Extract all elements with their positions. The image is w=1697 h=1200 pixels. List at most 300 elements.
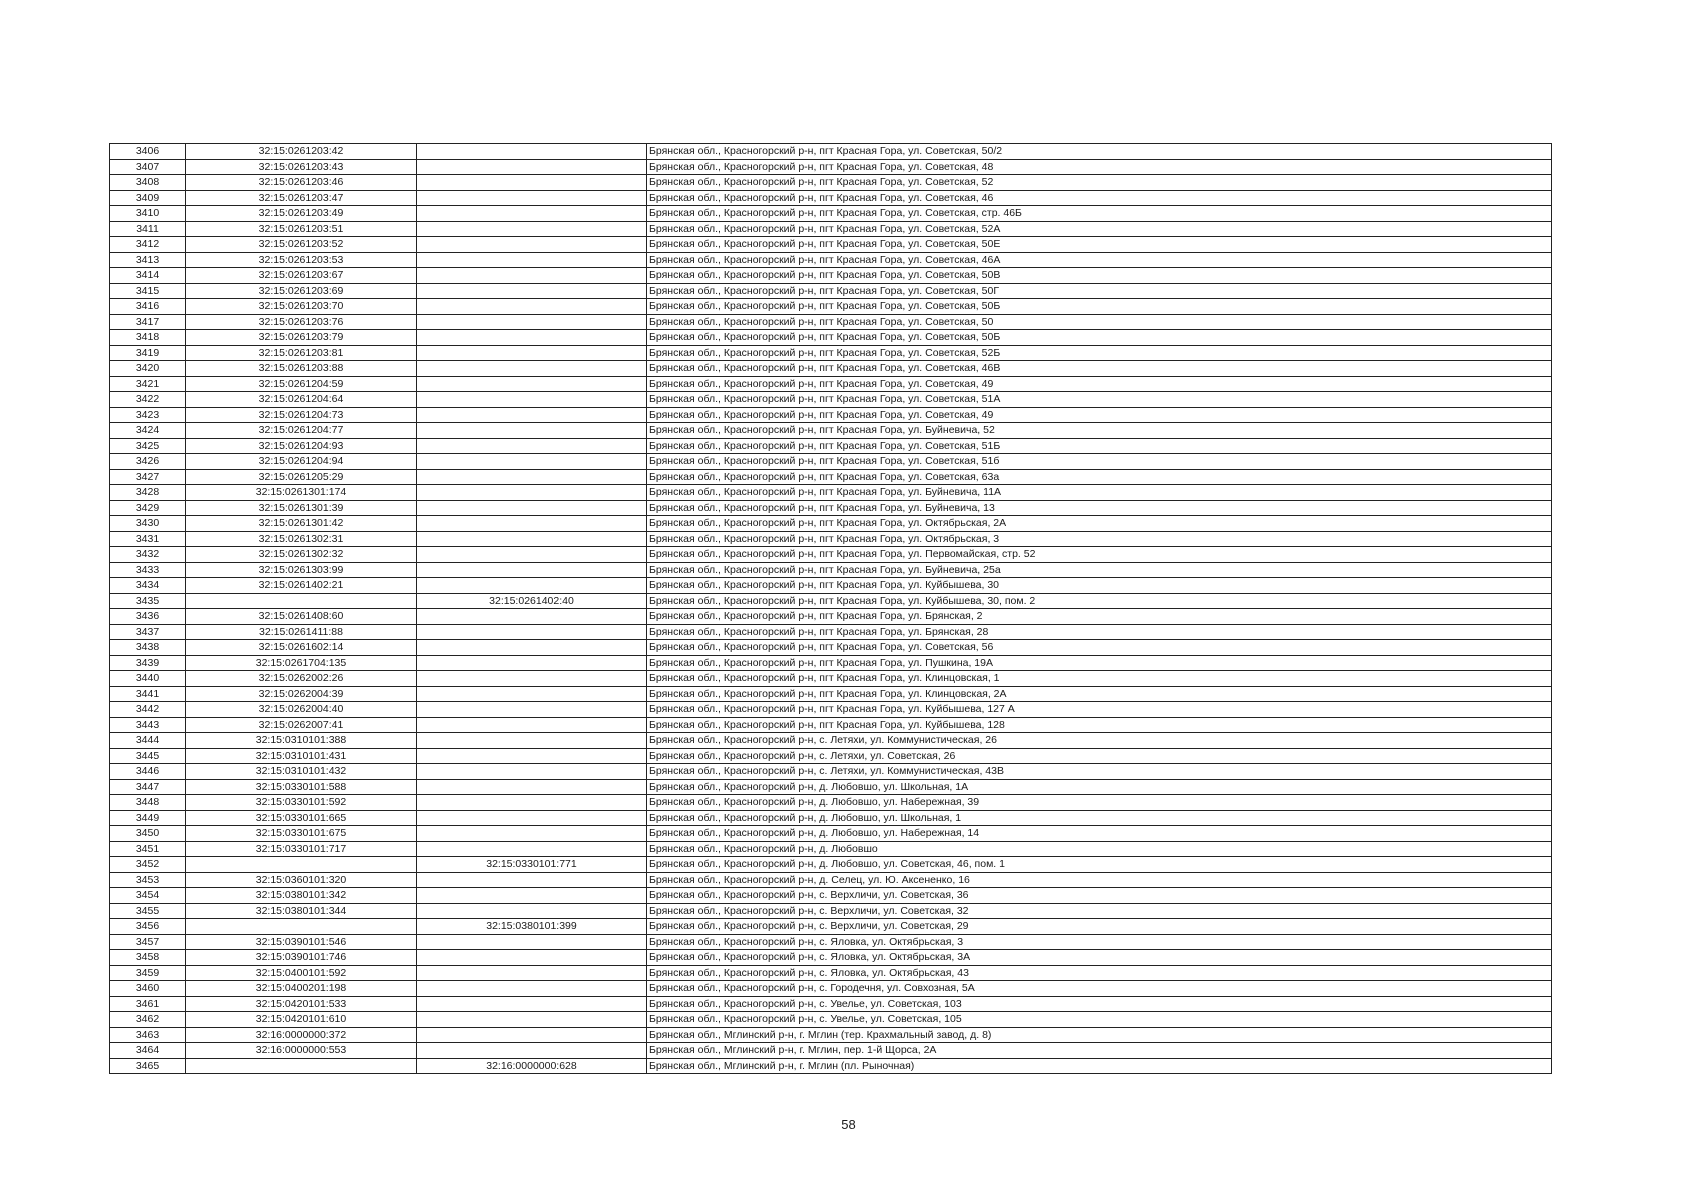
row-number-cell: 3433 xyxy=(110,562,186,578)
cadastral-number-cell: 32:15:0310101:432 xyxy=(186,764,417,780)
table-row xyxy=(110,779,1552,795)
address-cell: Брянская обл., Красногорский р-н, пгт Красная Гора, ул. Советская, стр. 46Б xyxy=(647,206,1552,222)
row-number-cell: 3428 xyxy=(110,485,186,501)
premises-cadastral-number-cell xyxy=(417,1027,647,1043)
premises-cadastral-number-cell xyxy=(417,934,647,950)
cadastral-number-cell: 32:15:0261204:73 xyxy=(186,407,417,423)
table-row xyxy=(110,159,1552,175)
address-cell: Брянская обл., Красногорский р-н, д. Любовшо, ул. Набережная, 39 xyxy=(647,795,1552,811)
premises-cadastral-number-cell xyxy=(417,175,647,191)
cadastral-number-cell: 32:15:0310101:431 xyxy=(186,748,417,764)
table-row xyxy=(110,407,1552,423)
address-cell: Брянская обл., Красногорский р-н, пгт Красная Гора, ул. Клинцовская, 1 xyxy=(647,671,1552,687)
cadastral-number-cell: 32:15:0330101:717 xyxy=(186,841,417,857)
row-number-cell: 3427 xyxy=(110,469,186,485)
table-row xyxy=(110,934,1552,950)
row-number-cell: 3437 xyxy=(110,624,186,640)
address-cell: Брянская обл., Красногорский р-н, с. Яловка, ул. Октябрьская, 3 xyxy=(647,934,1552,950)
address-cell: Брянская обл., Красногорский р-н, пгт Красная Гора, ул. Советская, 50Г xyxy=(647,283,1552,299)
premises-cadastral-number-cell xyxy=(417,159,647,175)
premises-cadastral-number-cell xyxy=(417,516,647,532)
address-cell: Брянская обл., Красногорский р-н, пгт Красная Гора, ул. Советская, 56 xyxy=(647,640,1552,656)
row-number-cell: 3420 xyxy=(110,361,186,377)
address-cell: Брянская обл., Красногорский р-н, пгт Красная Гора, ул. Буйневича, 11А xyxy=(647,485,1552,501)
cadastral-number-cell: 32:15:0261704:135 xyxy=(186,655,417,671)
table-row xyxy=(110,578,1552,594)
row-number-cell: 3426 xyxy=(110,454,186,470)
cadastral-number-cell: 32:15:0261408:60 xyxy=(186,609,417,625)
premises-cadastral-number-cell xyxy=(417,609,647,625)
table-row xyxy=(110,1012,1552,1028)
address-cell: Брянская обл., Красногорский р-н, д. Любовшо, ул. Набережная, 14 xyxy=(647,826,1552,842)
premises-cadastral-number-cell xyxy=(417,748,647,764)
address-cell: Брянская обл., Красногорский р-н, д. Любовшо, ул. Школьная, 1 xyxy=(647,810,1552,826)
cadastral-number-cell: 32:15:0261203:67 xyxy=(186,268,417,284)
row-number-cell: 3455 xyxy=(110,903,186,919)
table-row xyxy=(110,376,1552,392)
cadastral-number-cell: 32:15:0420101:610 xyxy=(186,1012,417,1028)
table-row xyxy=(110,221,1552,237)
premises-cadastral-number-cell xyxy=(417,314,647,330)
table-row xyxy=(110,252,1552,268)
cadastral-number-cell: 32:15:0261302:31 xyxy=(186,531,417,547)
row-number-cell: 3432 xyxy=(110,547,186,563)
row-number-cell: 3446 xyxy=(110,764,186,780)
cadastral-number-cell: 32:15:0261204:77 xyxy=(186,423,417,439)
premises-cadastral-number-cell xyxy=(417,981,647,997)
table-row xyxy=(110,206,1552,222)
cadastral-number-cell: 32:15:0262007:41 xyxy=(186,717,417,733)
row-number-cell: 3456 xyxy=(110,919,186,935)
table-row xyxy=(110,671,1552,687)
address-cell: Брянская обл., Красногорский р-н, пгт Красная Гора, ул. Куйбышева, 128 xyxy=(647,717,1552,733)
table-row xyxy=(110,1027,1552,1043)
row-number-cell: 3452 xyxy=(110,857,186,873)
address-cell: Брянская обл., Красногорский р-н, пгт Красная Гора, ул. Октябрьская, 3 xyxy=(647,531,1552,547)
address-cell: Брянская обл., Красногорский р-н, пгт Красная Гора, ул. Куйбышева, 127 А xyxy=(647,702,1552,718)
cadastral-number-cell: 32:15:0261204:59 xyxy=(186,376,417,392)
table-row xyxy=(110,361,1552,377)
premises-cadastral-number-cell xyxy=(417,624,647,640)
premises-cadastral-number-cell xyxy=(417,562,647,578)
premises-cadastral-number-cell xyxy=(417,764,647,780)
registry-table-body xyxy=(110,144,1552,1074)
row-number-cell: 3418 xyxy=(110,330,186,346)
table-row xyxy=(110,841,1552,857)
premises-cadastral-number-cell xyxy=(417,423,647,439)
address-cell: Брянская обл., Мглинский р-н, г. Мглин, пер. 1-й Щорса, 2А xyxy=(647,1043,1552,1059)
address-cell: Брянская обл., Красногорский р-н, пгт Красная Гора, ул. Клинцовская, 2А xyxy=(647,686,1552,702)
row-number-cell: 3406 xyxy=(110,144,186,160)
row-number-cell: 3442 xyxy=(110,702,186,718)
table-row xyxy=(110,345,1552,361)
address-cell: Брянская обл., Красногорский р-н, д. Любовшо, ул. Советская, 46, пом. 1 xyxy=(647,857,1552,873)
premises-cadastral-number-cell xyxy=(417,826,647,842)
row-number-cell: 3461 xyxy=(110,996,186,1012)
premises-cadastral-number-cell xyxy=(417,190,647,206)
premises-cadastral-number-cell xyxy=(417,1043,647,1059)
row-number-cell: 3463 xyxy=(110,1027,186,1043)
cadastral-number-cell: 32:15:0261205:29 xyxy=(186,469,417,485)
address-cell: Брянская обл., Красногорский р-н, пгт Красная Гора, ул. Октябрьская, 2А xyxy=(647,516,1552,532)
row-number-cell: 3443 xyxy=(110,717,186,733)
table-row xyxy=(110,423,1552,439)
row-number-cell: 3460 xyxy=(110,981,186,997)
row-number-cell: 3454 xyxy=(110,888,186,904)
cadastral-number-cell xyxy=(186,857,417,873)
address-cell: Брянская обл., Красногорский р-н, с. Верхличи, ул. Советская, 32 xyxy=(647,903,1552,919)
table-row xyxy=(110,609,1552,625)
row-number-cell: 3458 xyxy=(110,950,186,966)
table-row xyxy=(110,826,1552,842)
row-number-cell: 3453 xyxy=(110,872,186,888)
premises-cadastral-number-cell: 32:15:0330101:771 xyxy=(417,857,647,873)
premises-cadastral-number-cell xyxy=(417,237,647,253)
page-number: 58 xyxy=(841,1117,856,1132)
address-cell: Брянская обл., Красногорский р-н, пгт Красная Гора, ул. Пушкина, 19А xyxy=(647,655,1552,671)
cadastral-number-cell: 32:15:0261203:51 xyxy=(186,221,417,237)
row-number-cell: 3416 xyxy=(110,299,186,315)
row-number-cell: 3444 xyxy=(110,733,186,749)
premises-cadastral-number-cell xyxy=(417,717,647,733)
table-row xyxy=(110,299,1552,315)
cadastral-number-cell: 32:15:0261203:88 xyxy=(186,361,417,377)
premises-cadastral-number-cell xyxy=(417,810,647,826)
table-row xyxy=(110,1058,1552,1074)
premises-cadastral-number-cell xyxy=(417,872,647,888)
premises-cadastral-number-cell xyxy=(417,221,647,237)
address-cell: Брянская обл., Красногорский р-н, с. Увелье, ул. Советская, 103 xyxy=(647,996,1552,1012)
row-number-cell: 3430 xyxy=(110,516,186,532)
cadastral-number-cell: 32:15:0360101:320 xyxy=(186,872,417,888)
table-row xyxy=(110,903,1552,919)
address-cell: Брянская обл., Красногорский р-н, с. Яловка, ул. Октябрьская, 43 xyxy=(647,965,1552,981)
cadastral-number-cell: 32:15:0261602:14 xyxy=(186,640,417,656)
cadastral-number-cell: 32:15:0261402:21 xyxy=(186,578,417,594)
address-cell: Брянская обл., Красногорский р-н, пгт Красная Гора, ул. Советская, 52 xyxy=(647,175,1552,191)
row-number-cell: 3459 xyxy=(110,965,186,981)
row-number-cell: 3434 xyxy=(110,578,186,594)
row-number-cell: 3449 xyxy=(110,810,186,826)
table-row xyxy=(110,314,1552,330)
premises-cadastral-number-cell xyxy=(417,686,647,702)
table-row xyxy=(110,190,1552,206)
table-row xyxy=(110,485,1552,501)
cadastral-number-cell xyxy=(186,919,417,935)
premises-cadastral-number-cell xyxy=(417,454,647,470)
row-number-cell: 3412 xyxy=(110,237,186,253)
premises-cadastral-number-cell xyxy=(417,392,647,408)
address-cell: Брянская обл., Красногорский р-н, с. Верхличи, ул. Советская, 36 xyxy=(647,888,1552,904)
cadastral-number-cell: 32:15:0261203:53 xyxy=(186,252,417,268)
premises-cadastral-number-cell xyxy=(417,733,647,749)
premises-cadastral-number-cell xyxy=(417,345,647,361)
cadastral-number-cell: 32:15:0400201:198 xyxy=(186,981,417,997)
cadastral-number-cell: 32:15:0262002:26 xyxy=(186,671,417,687)
row-number-cell: 3417 xyxy=(110,314,186,330)
cadastral-number-cell: 32:15:0400101:592 xyxy=(186,965,417,981)
row-number-cell: 3424 xyxy=(110,423,186,439)
premises-cadastral-number-cell xyxy=(417,206,647,222)
table-row xyxy=(110,531,1552,547)
row-number-cell: 3450 xyxy=(110,826,186,842)
row-number-cell: 3462 xyxy=(110,1012,186,1028)
address-cell: Брянская обл., Красногорский р-н, д. Любовшо xyxy=(647,841,1552,857)
cadastral-number-cell: 32:15:0330101:665 xyxy=(186,810,417,826)
table-row xyxy=(110,144,1552,160)
row-number-cell: 3438 xyxy=(110,640,186,656)
premises-cadastral-number-cell xyxy=(417,795,647,811)
premises-cadastral-number-cell xyxy=(417,578,647,594)
cadastral-number-cell: 32:15:0261203:49 xyxy=(186,206,417,222)
address-cell: Брянская обл., Красногорский р-н, пгт Красная Гора, ул. Куйбышева, 30 xyxy=(647,578,1552,594)
premises-cadastral-number-cell xyxy=(417,888,647,904)
cadastral-number-cell: 32:15:0261203:47 xyxy=(186,190,417,206)
cadastral-number-cell xyxy=(186,593,417,609)
table-row xyxy=(110,469,1552,485)
cadastral-number-cell: 32:15:0310101:388 xyxy=(186,733,417,749)
table-row xyxy=(110,175,1552,191)
address-cell: Брянская обл., Красногорский р-н, пгт Красная Гора, ул. Советская, 46В xyxy=(647,361,1552,377)
table-row xyxy=(110,655,1552,671)
premises-cadastral-number-cell xyxy=(417,330,647,346)
cadastral-number-cell xyxy=(186,1058,417,1074)
registry-table xyxy=(109,143,1552,1074)
table-row xyxy=(110,330,1552,346)
address-cell: Брянская обл., Красногорский р-н, пгт Красная Гора, ул. Советская, 50/2 xyxy=(647,144,1552,160)
table-row xyxy=(110,996,1552,1012)
cadastral-number-cell: 32:15:0262004:40 xyxy=(186,702,417,718)
cadastral-number-cell: 32:15:0261301:39 xyxy=(186,500,417,516)
address-cell: Брянская обл., Красногорский р-н, пгт Красная Гора, ул. Советская, 50 xyxy=(647,314,1552,330)
address-cell: Брянская обл., Красногорский р-н, д. Любовшо, ул. Школьная, 1А xyxy=(647,779,1552,795)
table-row xyxy=(110,764,1552,780)
row-number-cell: 3435 xyxy=(110,593,186,609)
cadastral-number-cell: 32:16:0000000:372 xyxy=(186,1027,417,1043)
row-number-cell: 3415 xyxy=(110,283,186,299)
premises-cadastral-number-cell xyxy=(417,144,647,160)
address-cell: Брянская обл., Красногорский р-н, с. Летяхи, ул. Коммунистическая, 43В xyxy=(647,764,1552,780)
table-row xyxy=(110,981,1552,997)
address-cell: Брянская обл., Красногорский р-н, с. Верхличи, ул. Советская, 29 xyxy=(647,919,1552,935)
table-row xyxy=(110,919,1552,935)
cadastral-number-cell: 32:15:0261203:79 xyxy=(186,330,417,346)
premises-cadastral-number-cell xyxy=(417,361,647,377)
cadastral-number-cell: 32:15:0380101:342 xyxy=(186,888,417,904)
address-cell: Брянская обл., Красногорский р-н, пгт Красная Гора, ул. Брянская, 2 xyxy=(647,609,1552,625)
cadastral-number-cell: 32:15:0380101:344 xyxy=(186,903,417,919)
premises-cadastral-number-cell xyxy=(417,252,647,268)
premises-cadastral-number-cell xyxy=(417,1012,647,1028)
row-number-cell: 3414 xyxy=(110,268,186,284)
premises-cadastral-number-cell xyxy=(417,438,647,454)
address-cell: Брянская обл., Красногорский р-н, пгт Красная Гора, ул. Буйневича, 52 xyxy=(647,423,1552,439)
address-cell: Брянская обл., Мглинский р-н, г. Мглин (тер. Крахмальный завод, д. 8) xyxy=(647,1027,1552,1043)
premises-cadastral-number-cell xyxy=(417,965,647,981)
address-cell: Брянская обл., Красногорский р-н, пгт Красная Гора, ул. Советская, 46А xyxy=(647,252,1552,268)
premises-cadastral-number-cell xyxy=(417,469,647,485)
address-cell: Брянская обл., Красногорский р-н, д. Селец, ул. Ю. Аксененко, 16 xyxy=(647,872,1552,888)
premises-cadastral-number-cell xyxy=(417,500,647,516)
table-row xyxy=(110,1043,1552,1059)
premises-cadastral-number-cell: 32:15:0261402:40 xyxy=(417,593,647,609)
row-number-cell: 3422 xyxy=(110,392,186,408)
row-number-cell: 3464 xyxy=(110,1043,186,1059)
row-number-cell: 3448 xyxy=(110,795,186,811)
cadastral-number-cell: 32:15:0261203:42 xyxy=(186,144,417,160)
premises-cadastral-number-cell xyxy=(417,531,647,547)
table-row xyxy=(110,593,1552,609)
cadastral-number-cell: 32:15:0261203:81 xyxy=(186,345,417,361)
premises-cadastral-number-cell xyxy=(417,903,647,919)
row-number-cell: 3457 xyxy=(110,934,186,950)
row-number-cell: 3407 xyxy=(110,159,186,175)
address-cell: Брянская обл., Красногорский р-н, пгт Красная Гора, ул. Советская, 52А xyxy=(647,221,1552,237)
table-row xyxy=(110,268,1552,284)
row-number-cell: 3440 xyxy=(110,671,186,687)
row-number-cell: 3429 xyxy=(110,500,186,516)
cadastral-number-cell: 32:15:0261411:88 xyxy=(186,624,417,640)
address-cell: Брянская обл., Красногорский р-н, пгт Красная Гора, ул. Советская, 49 xyxy=(647,376,1552,392)
row-number-cell: 3421 xyxy=(110,376,186,392)
cadastral-number-cell: 32:15:0420101:533 xyxy=(186,996,417,1012)
table-row xyxy=(110,237,1552,253)
address-cell: Брянская обл., Красногорский р-н, пгт Красная Гора, ул. Советская, 50Б xyxy=(647,330,1552,346)
premises-cadastral-number-cell xyxy=(417,950,647,966)
address-cell: Брянская обл., Красногорский р-н, пгт Красная Гора, ул. Советская, 50В xyxy=(647,268,1552,284)
table-row xyxy=(110,702,1552,718)
table-row xyxy=(110,686,1552,702)
row-number-cell: 3423 xyxy=(110,407,186,423)
cadastral-number-cell: 32:15:0262004:39 xyxy=(186,686,417,702)
cadastral-number-cell: 32:15:0330101:675 xyxy=(186,826,417,842)
table-row xyxy=(110,438,1552,454)
premises-cadastral-number-cell: 32:15:0380101:399 xyxy=(417,919,647,935)
premises-cadastral-number-cell xyxy=(417,547,647,563)
row-number-cell: 3431 xyxy=(110,531,186,547)
row-number-cell: 3451 xyxy=(110,841,186,857)
row-number-cell: 3413 xyxy=(110,252,186,268)
premises-cadastral-number-cell xyxy=(417,671,647,687)
address-cell: Брянская обл., Красногорский р-н, пгт Красная Гора, ул. Советская, 51Б xyxy=(647,438,1552,454)
premises-cadastral-number-cell xyxy=(417,640,647,656)
table-row xyxy=(110,733,1552,749)
row-number-cell: 3409 xyxy=(110,190,186,206)
address-cell: Брянская обл., Красногорский р-н, с. Яловка, ул. Октябрьская, 3А xyxy=(647,950,1552,966)
address-cell: Брянская обл., Красногорский р-н, пгт Красная Гора, ул. Куйбышева, 30, пом. 2 xyxy=(647,593,1552,609)
premises-cadastral-number-cell xyxy=(417,841,647,857)
cadastral-number-cell: 32:15:0390101:546 xyxy=(186,934,417,950)
table-row xyxy=(110,748,1552,764)
table-row xyxy=(110,392,1552,408)
premises-cadastral-number-cell xyxy=(417,268,647,284)
address-cell: Брянская обл., Красногорский р-н, пгт Красная Гора, ул. Советская, 50Е xyxy=(647,237,1552,253)
premises-cadastral-number-cell xyxy=(417,299,647,315)
cadastral-number-cell: 32:15:0261203:52 xyxy=(186,237,417,253)
table-row xyxy=(110,857,1552,873)
cadastral-number-cell: 32:15:0261204:64 xyxy=(186,392,417,408)
address-cell: Брянская обл., Красногорский р-н, пгт Красная Гора, ул. Советская, 63а xyxy=(647,469,1552,485)
address-cell: Брянская обл., Красногорский р-н, пгт Красная Гора, ул. Советская, 46 xyxy=(647,190,1552,206)
table-row xyxy=(110,547,1552,563)
premises-cadastral-number-cell xyxy=(417,702,647,718)
cadastral-number-cell: 32:15:0261302:32 xyxy=(186,547,417,563)
row-number-cell: 3411 xyxy=(110,221,186,237)
cadastral-number-cell: 32:15:0261203:43 xyxy=(186,159,417,175)
table-row xyxy=(110,965,1552,981)
table-row xyxy=(110,640,1552,656)
address-cell: Брянская обл., Мглинский р-н, г. Мглин (пл. Рыночная) xyxy=(647,1058,1552,1074)
address-cell: Брянская обл., Красногорский р-н, с. Летяхи, ул. Коммунистическая, 26 xyxy=(647,733,1552,749)
table-row xyxy=(110,454,1552,470)
address-cell: Брянская обл., Красногорский р-н, с. Летяхи, ул. Советская, 26 xyxy=(647,748,1552,764)
address-cell: Брянская обл., Красногорский р-н, пгт Красная Гора, ул. Советская, 49 xyxy=(647,407,1552,423)
premises-cadastral-number-cell xyxy=(417,376,647,392)
row-number-cell: 3439 xyxy=(110,655,186,671)
cadastral-number-cell: 32:15:0261203:69 xyxy=(186,283,417,299)
address-cell: Брянская обл., Красногорский р-н, пгт Красная Гора, ул. Советская, 51А xyxy=(647,392,1552,408)
premises-cadastral-number-cell xyxy=(417,996,647,1012)
premises-cadastral-number-cell: 32:16:0000000:628 xyxy=(417,1058,647,1074)
row-number-cell: 3419 xyxy=(110,345,186,361)
row-number-cell: 3465 xyxy=(110,1058,186,1074)
address-cell: Брянская обл., Красногорский р-н, с. Городечня, ул. Совхозная, 5А xyxy=(647,981,1552,997)
address-cell: Брянская обл., Красногорский р-н, пгт Красная Гора, ул. Советская, 48 xyxy=(647,159,1552,175)
table-row xyxy=(110,283,1552,299)
premises-cadastral-number-cell xyxy=(417,485,647,501)
address-cell: Брянская обл., Красногорский р-н, пгт Красная Гора, ул. Первомайская, стр. 52 xyxy=(647,547,1552,563)
cadastral-number-cell: 32:15:0261204:94 xyxy=(186,454,417,470)
table-row xyxy=(110,500,1552,516)
address-cell: Брянская обл., Красногорский р-н, пгт Красная Гора, ул. Буйневича, 13 xyxy=(647,500,1552,516)
address-cell: Брянская обл., Красногорский р-н, пгт Красная Гора, ул. Советская, 51б xyxy=(647,454,1552,470)
row-number-cell: 3410 xyxy=(110,206,186,222)
address-cell: Брянская обл., Красногорский р-н, пгт Красная Гора, ул. Буйневича, 25а xyxy=(647,562,1552,578)
premises-cadastral-number-cell xyxy=(417,283,647,299)
table-row xyxy=(110,562,1552,578)
table-row xyxy=(110,516,1552,532)
cadastral-number-cell: 32:15:0330101:592 xyxy=(186,795,417,811)
cadastral-number-cell: 32:15:0330101:588 xyxy=(186,779,417,795)
cadastral-number-cell: 32:15:0261203:76 xyxy=(186,314,417,330)
row-number-cell: 3436 xyxy=(110,609,186,625)
row-number-cell: 3408 xyxy=(110,175,186,191)
table-row xyxy=(110,872,1552,888)
cadastral-number-cell: 32:15:0390101:746 xyxy=(186,950,417,966)
cadastral-number-cell: 32:15:0261303:99 xyxy=(186,562,417,578)
cadastral-number-cell: 32:15:0261203:70 xyxy=(186,299,417,315)
cadastral-number-cell: 32:16:0000000:553 xyxy=(186,1043,417,1059)
table-row xyxy=(110,624,1552,640)
address-cell: Брянская обл., Красногорский р-н, с. Увелье, ул. Советская, 105 xyxy=(647,1012,1552,1028)
table-row xyxy=(110,888,1552,904)
premises-cadastral-number-cell xyxy=(417,655,647,671)
cadastral-number-cell: 32:15:0261301:42 xyxy=(186,516,417,532)
table-row xyxy=(110,717,1552,733)
address-cell: Брянская обл., Красногорский р-н, пгт Красная Гора, ул. Советская, 50Б xyxy=(647,299,1552,315)
row-number-cell: 3447 xyxy=(110,779,186,795)
address-cell: Брянская обл., Красногорский р-н, пгт Красная Гора, ул. Советская, 52Б xyxy=(647,345,1552,361)
table-row xyxy=(110,950,1552,966)
premises-cadastral-number-cell xyxy=(417,779,647,795)
premises-cadastral-number-cell xyxy=(417,407,647,423)
cadastral-number-cell: 32:15:0261204:93 xyxy=(186,438,417,454)
cadastral-number-cell: 32:15:0261301:174 xyxy=(186,485,417,501)
cadastral-number-cell: 32:15:0261203:46 xyxy=(186,175,417,191)
table-row xyxy=(110,795,1552,811)
row-number-cell: 3445 xyxy=(110,748,186,764)
row-number-cell: 3425 xyxy=(110,438,186,454)
